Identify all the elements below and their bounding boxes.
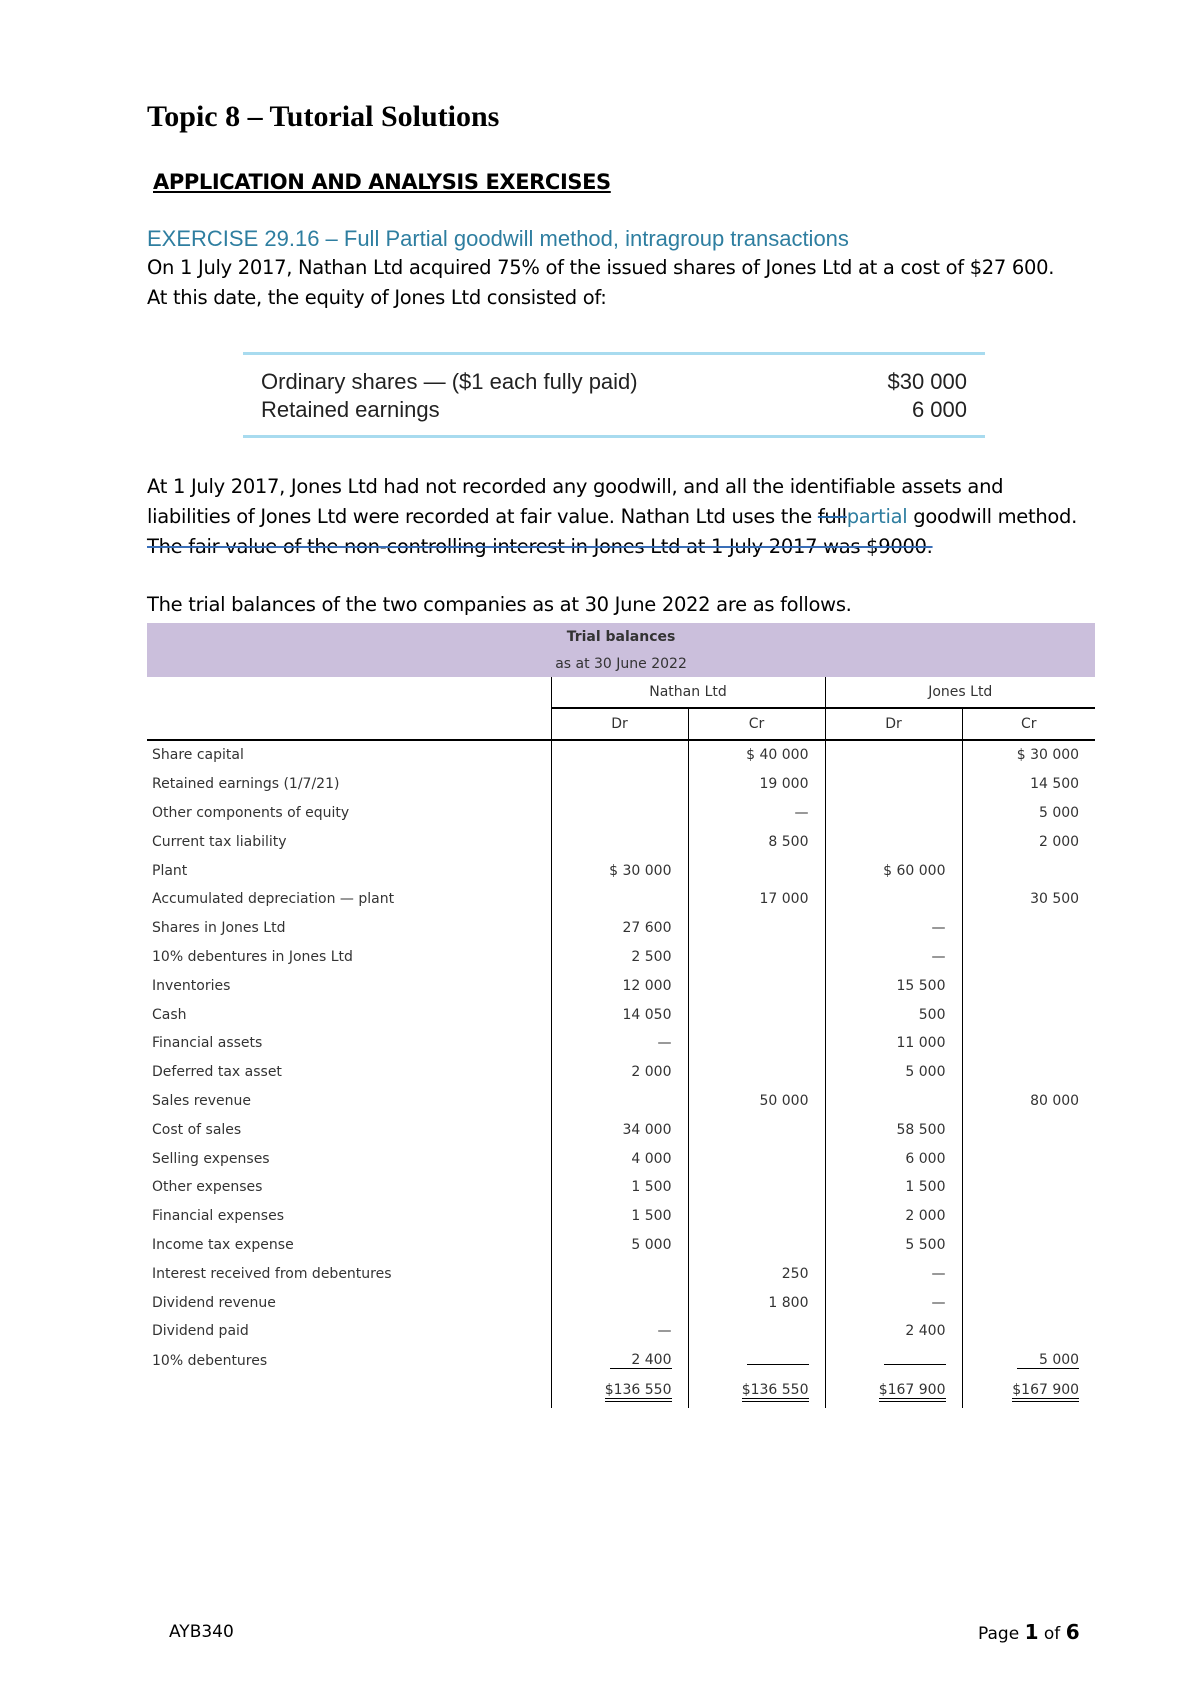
amount-cell	[688, 943, 825, 972]
amount-cell: 34 000	[551, 1115, 688, 1144]
paragraph-text: goodwill method.	[907, 505, 1077, 528]
amount-cell: —	[688, 799, 825, 828]
amount-cell: —	[825, 914, 962, 943]
amount-cell: 5 000	[962, 799, 1095, 828]
table-row	[147, 1346, 1095, 1376]
amount-cell	[825, 827, 962, 856]
amount-cell	[962, 856, 1095, 885]
amount-cell: —	[825, 1288, 962, 1317]
amount-cell: —	[551, 1029, 688, 1058]
amount-cell	[962, 1346, 1095, 1376]
account-label: 10% debentures	[152, 1352, 268, 1369]
table-row	[147, 1288, 1095, 1317]
exercise-heading: EXERCISE 29.16 – Full Partial goodwill method, intragroup transactions	[147, 226, 849, 251]
table-subtitle: as at 30 June 2022	[147, 651, 1095, 677]
trial-balance-intro: The trial balances of the two companies as at 30 June 2022 are as follows.	[147, 593, 852, 616]
amount-cell: 250	[688, 1259, 825, 1288]
table-row	[147, 971, 1095, 1000]
amount-cell: 30 500	[962, 885, 1095, 914]
amount-cell	[825, 799, 962, 828]
equity-value: 6 000	[911, 397, 967, 422]
table-row	[147, 1202, 1095, 1231]
amount-cell	[962, 943, 1095, 972]
amount-cell	[688, 971, 825, 1000]
total-value: $167 900	[879, 1382, 946, 1402]
account-label: Share capital	[152, 747, 244, 764]
equity-row	[261, 397, 967, 425]
amount-cell	[962, 1000, 1095, 1029]
table-row	[147, 856, 1095, 885]
amount-cell	[551, 770, 688, 799]
amount-cell	[962, 1058, 1095, 1087]
amount-cell: 17 000	[688, 885, 825, 914]
table-row	[147, 1087, 1095, 1116]
account-label: Retained earnings (1/7/21)	[152, 776, 340, 793]
table-row	[147, 799, 1095, 828]
footer-page-number	[978, 1620, 1080, 1644]
table-row	[147, 1144, 1095, 1173]
section-title: APPLICATION AND ANALYSIS EXERCISES	[153, 170, 611, 194]
column-header: Dr	[551, 708, 688, 740]
amount-cell: 1 800	[688, 1288, 825, 1317]
table-row	[147, 1058, 1095, 1087]
amount-cell	[688, 1317, 825, 1346]
table-row	[147, 914, 1095, 943]
amount-cell	[688, 914, 825, 943]
table-row	[147, 1000, 1095, 1029]
amount-cell	[551, 885, 688, 914]
amount-cell: 11 000	[825, 1029, 962, 1058]
amount-cell: —	[825, 943, 962, 972]
table-row	[147, 1317, 1095, 1346]
account-label: Financial assets	[152, 1035, 263, 1052]
account-label: Deferred tax asset	[152, 1064, 282, 1081]
amount-cell	[688, 1115, 825, 1144]
amount-cell: 14 500	[962, 770, 1095, 799]
amount-cell	[962, 1288, 1095, 1317]
topic-title: Topic 8 – Tutorial Solutions	[147, 100, 500, 133]
amount-cell	[551, 1288, 688, 1317]
amount-cell	[825, 1087, 962, 1116]
amount-cell: 14 050	[551, 1000, 688, 1029]
amount-cell	[551, 1259, 688, 1288]
amount-cell	[551, 827, 688, 856]
intro-paragraph: On 1 July 2017, Nathan Ltd acquired 75% of the issued shares of Jones Ltd at a cost of $27 600. At this date, the equity of Jones Ltd consisted of:	[147, 256, 1055, 309]
table-row	[147, 827, 1095, 856]
footer-course-code: AYB340	[169, 1622, 234, 1642]
account-label: Current tax liability	[152, 833, 287, 850]
column-header: Cr	[688, 708, 825, 740]
table-row	[147, 1173, 1095, 1202]
amount-cell	[688, 1202, 825, 1231]
account-label: Shares in Jones Ltd	[152, 920, 286, 937]
amount-cell	[825, 770, 962, 799]
amount-value	[747, 1364, 809, 1365]
amount-cell: 1 500	[551, 1202, 688, 1231]
account-label: Interest received from debentures	[152, 1265, 392, 1282]
column-header: Cr	[962, 708, 1095, 740]
amount-cell	[825, 1346, 962, 1376]
amount-cell	[688, 1173, 825, 1202]
amount-cell: 2 500	[551, 943, 688, 972]
amount-cell: 5 000	[825, 1058, 962, 1087]
amount-cell: 4 000	[551, 1144, 688, 1173]
amount-cell: 2 000	[551, 1058, 688, 1087]
amount-cell	[551, 1087, 688, 1116]
table-row	[147, 1115, 1095, 1144]
amount-cell	[688, 1144, 825, 1173]
table-row	[147, 943, 1095, 972]
goodwill-paragraph	[147, 472, 1077, 562]
table-row	[147, 1029, 1095, 1058]
total-value: $136 550	[742, 1382, 809, 1402]
inserted-word: partial	[846, 505, 908, 528]
amount-cell: —	[551, 1317, 688, 1346]
account-label: Dividend revenue	[152, 1294, 276, 1311]
amount-cell: $ 30 000	[551, 856, 688, 885]
struck-sentence: The fair value of the non-controlling interest in Jones Ltd at 1 July 2017 was $9000.	[147, 535, 933, 558]
table-row	[147, 740, 1095, 770]
of-label: of	[1043, 1624, 1061, 1644]
amount-cell	[551, 740, 688, 770]
amount-cell: 8 500	[688, 827, 825, 856]
amount-cell: $ 40 000	[688, 740, 825, 770]
account-label: Dividend paid	[152, 1323, 249, 1340]
account-label: 10% debentures in Jones Ltd	[152, 948, 353, 965]
amount-cell	[962, 1317, 1095, 1346]
account-label: Accumulated depreciation — plant	[152, 891, 395, 908]
account-label: Cost of sales	[152, 1121, 242, 1138]
equity-label: Ordinary shares — ($1 each fully paid)	[261, 369, 638, 394]
equity-box	[243, 352, 985, 438]
amount-cell	[825, 740, 962, 770]
amount-value: 2 400	[610, 1352, 672, 1369]
equity-label: Retained earnings	[261, 397, 440, 422]
amount-cell	[688, 1029, 825, 1058]
table-row	[147, 1259, 1095, 1288]
amount-cell	[962, 971, 1095, 1000]
amount-cell: 15 500	[825, 971, 962, 1000]
amount-cell: 80 000	[962, 1087, 1095, 1116]
account-label: Cash	[152, 1006, 187, 1023]
amount-cell: 6 000	[825, 1144, 962, 1173]
company-header: Jones Ltd	[825, 677, 1095, 708]
amount-cell	[962, 1231, 1095, 1260]
amount-cell: $ 60 000	[825, 856, 962, 885]
amount-cell	[962, 1202, 1095, 1231]
account-label: Income tax expense	[152, 1236, 294, 1253]
amount-cell: 19 000	[688, 770, 825, 799]
amount-value: 5 000	[1017, 1352, 1079, 1369]
amount-cell: 2 000	[962, 827, 1095, 856]
amount-cell: 2 400	[825, 1317, 962, 1346]
amount-cell: 1 500	[551, 1173, 688, 1202]
account-label: Financial expenses	[152, 1208, 284, 1225]
amount-cell	[688, 1058, 825, 1087]
trial-balance-table	[147, 623, 1095, 1408]
amount-value	[884, 1364, 946, 1365]
amount-cell	[962, 1173, 1095, 1202]
total-value: $136 550	[605, 1382, 672, 1402]
amount-cell: 2 000	[825, 1202, 962, 1231]
amount-cell: 500	[825, 1000, 962, 1029]
page-total: 6	[1065, 1620, 1080, 1644]
table-title: Trial balances	[147, 623, 1095, 651]
amount-cell: 50 000	[688, 1087, 825, 1116]
column-header: Dr	[825, 708, 962, 740]
amount-cell: 5 000	[551, 1231, 688, 1260]
amount-cell	[825, 885, 962, 914]
company-header: Nathan Ltd	[551, 677, 825, 708]
equity-row	[261, 369, 967, 397]
account-label: Plant	[152, 862, 188, 879]
total-value: $167 900	[1012, 1382, 1079, 1402]
amount-cell	[551, 799, 688, 828]
totals-row	[147, 1376, 1095, 1408]
account-label: Other components of equity	[152, 804, 350, 821]
page-current: 1	[1024, 1620, 1039, 1644]
amount-cell: 27 600	[551, 914, 688, 943]
amount-cell: $ 30 000	[962, 740, 1095, 770]
amount-cell	[962, 1259, 1095, 1288]
account-label: Inventories	[152, 977, 231, 994]
amount-cell: 58 500	[825, 1115, 962, 1144]
amount-cell	[688, 1231, 825, 1260]
account-label: Selling expenses	[152, 1150, 270, 1167]
amount-cell: —	[825, 1259, 962, 1288]
amount-cell	[962, 1029, 1095, 1058]
amount-cell	[962, 914, 1095, 943]
amount-cell	[688, 1000, 825, 1029]
amount-cell	[962, 1115, 1095, 1144]
struck-word: full	[817, 505, 847, 528]
equity-value: $30 000	[887, 369, 967, 394]
paragraph-text: At 1 July 2017, Jones Ltd had not recorded any goodwill, and all the identifiable assets and liabilities of Jones Ltd were recorded at fair value. Nathan Ltd uses the	[147, 475, 1004, 528]
table-row	[147, 885, 1095, 914]
account-label: Other expenses	[152, 1179, 263, 1196]
amount-cell	[962, 1144, 1095, 1173]
table-row	[147, 1231, 1095, 1260]
amount-cell: 5 500	[825, 1231, 962, 1260]
amount-cell	[688, 856, 825, 885]
account-label: Sales revenue	[152, 1092, 252, 1109]
amount-cell	[551, 1346, 688, 1376]
page-label: Page	[978, 1624, 1020, 1644]
amount-cell: 12 000	[551, 971, 688, 1000]
table-row	[147, 770, 1095, 799]
amount-cell: 1 500	[825, 1173, 962, 1202]
amount-cell	[688, 1346, 825, 1376]
